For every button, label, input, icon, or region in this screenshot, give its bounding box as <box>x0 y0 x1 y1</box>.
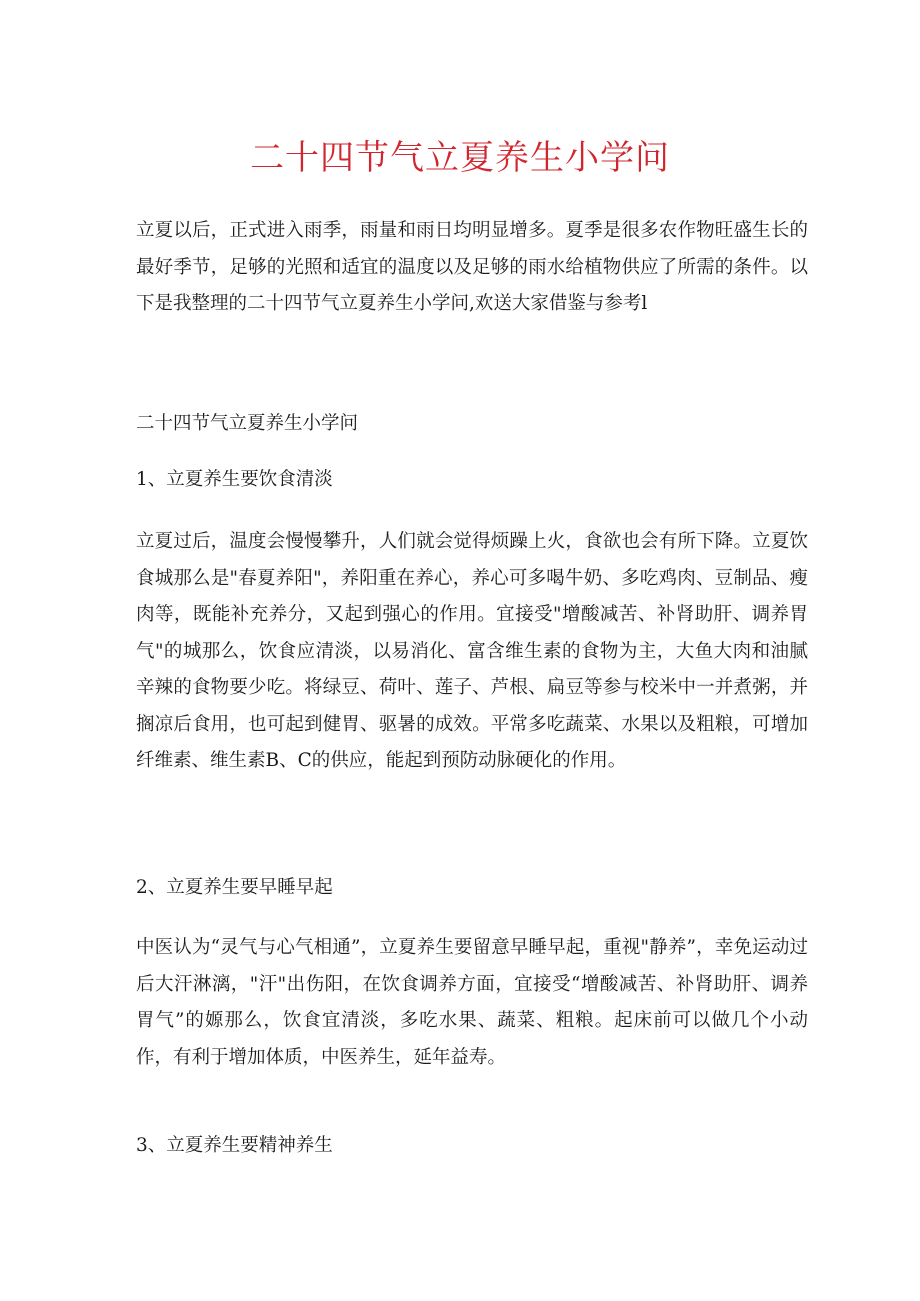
subsection-body-1: 立夏过后，温度会慢慢攀升，人们就会觉得烦躁上火，食欲也会有所下降。立夏饮食城那么是"春夏养阳"，养阳重在养心，养心可多喝牛奶、多吃鸡肉、豆制品、瘦肉等，既能补充养分，又起到强心的作用。宜接受"增酸减苦、补肾助肝、调养胃气"的城那么，饮食应清淡，以易消化、富含维生素的食物为主，大鱼大肉和油腻辛辣的食物要少吃。将绿豆、荷叶、莲子、芦根、扁豆等参与校米中一并煮粥，并搁凉后食用，也可起到健胃、驱暑的成效。平常多吃蔬菜、水果以及粗粮，可增加纤维素、维生素B、C的供应，能起到预防动脉硬化的作用。 <box>136 531 808 771</box>
subsection-heading-3: 3、立夏养生要精神养生 <box>136 1135 333 1156</box>
subsection-body-2: 中医认为“灵气与心气相通”，立夏养生要留意早睡早起，重视"静养”，幸免运动过后大汗淋漓，"汗"出伤阳，在饮食调养方面，宜接受“增酸减苦、补肾助肝、调养胃气”的嫄那么，饮食宜清淡，多吃水果、蔬菜、粗粮。起床前可以做几个小动作，有利于增加体质，中医养生，延年益寿。 <box>136 937 808 1068</box>
intro-paragraph: 立夏以后，正式进入雨季，雨量和雨日均明显增多。夏季是很多农作物旺盛生长的最好季节，足够的光照和适宜的温度以及足够的雨水给植物供应了所需的条件。以下是我整理的二十四节气立夏养生小学问,欢送大家借鉴与参考l <box>136 220 808 314</box>
document-title: 二十四节气立夏养生小学问 <box>250 138 670 178</box>
subsection-heading-2: 2、立夏养生要早睡早起 <box>136 877 333 898</box>
subsection-heading-1: 1、立夏养生要饮食清淡 <box>136 469 333 490</box>
section-heading: 二十四节气立夏养生小学问 <box>136 413 359 434</box>
